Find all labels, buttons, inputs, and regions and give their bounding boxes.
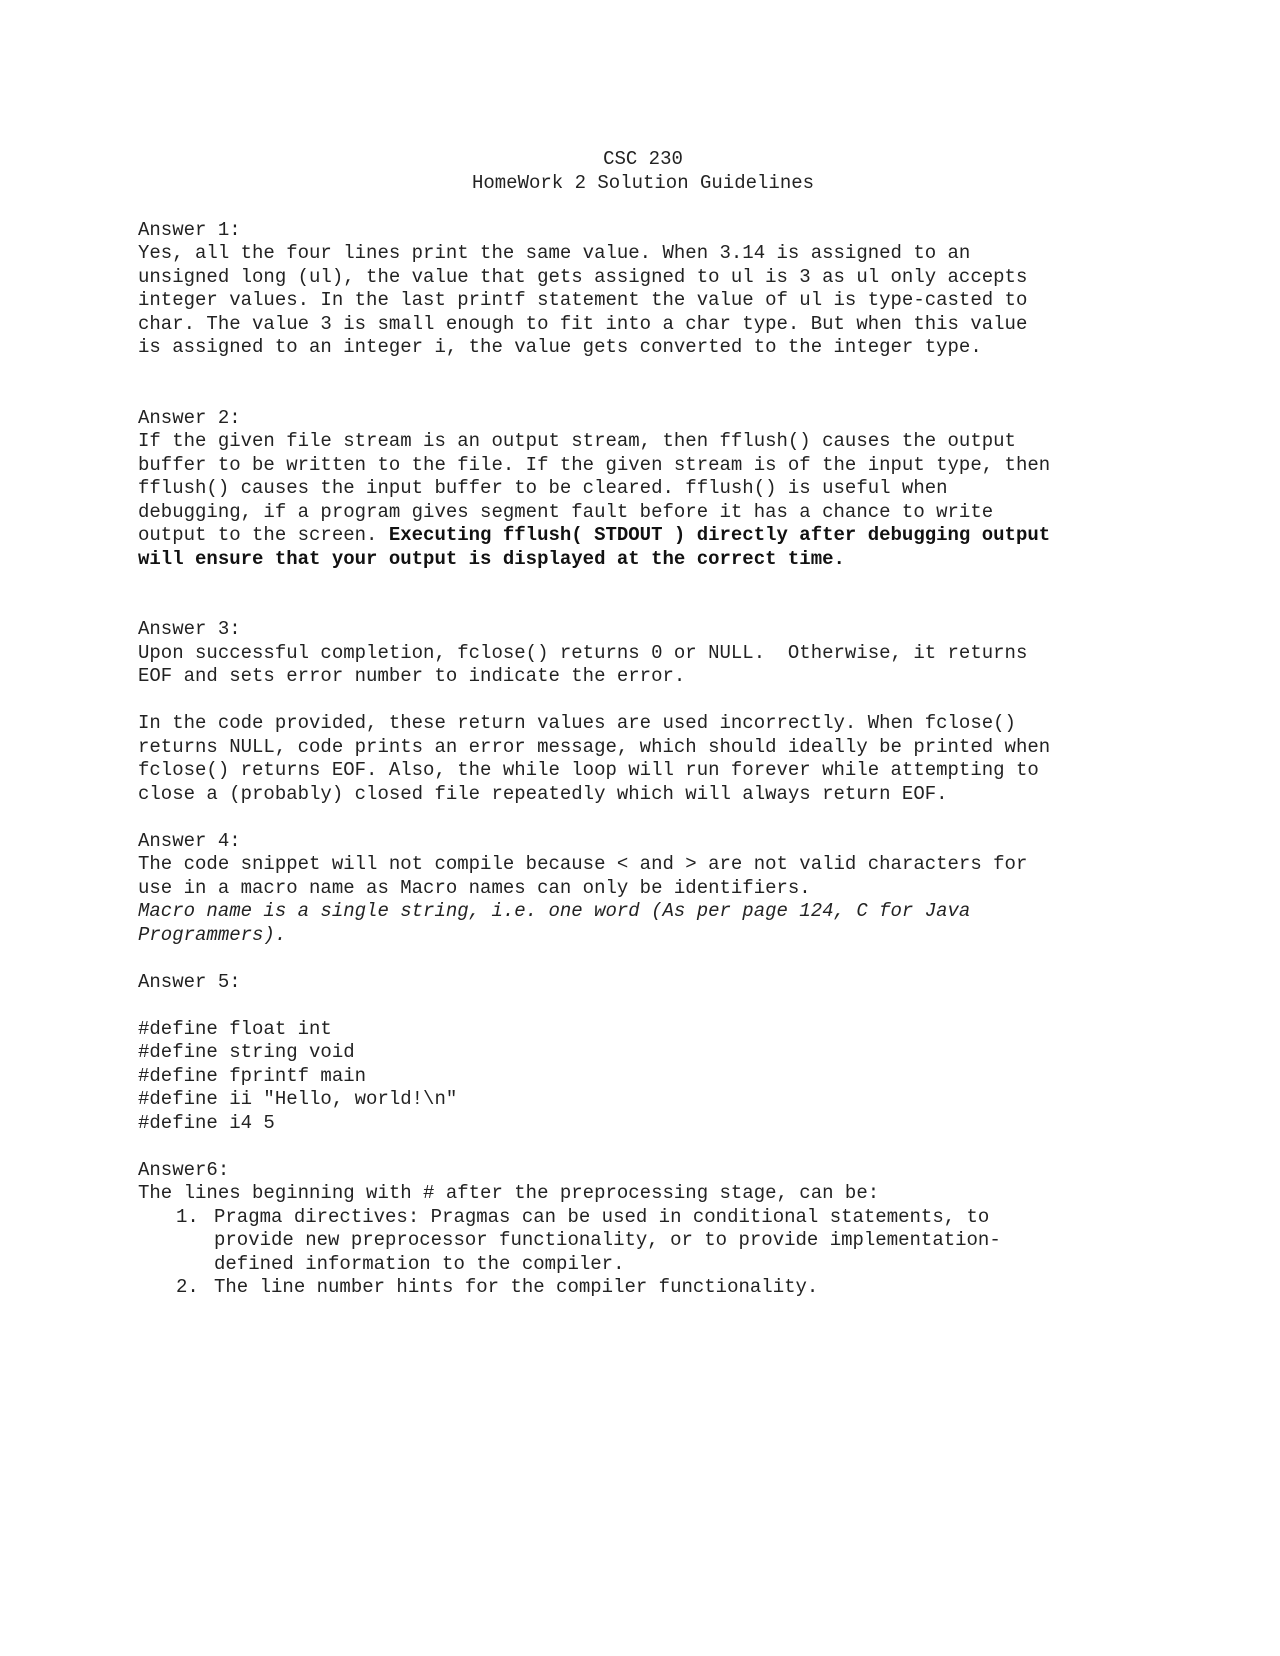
answer-3-section	[138, 618, 1148, 806]
answer-3-line: returns NULL, code prints an error message, which should ideally be printed when	[138, 735, 1051, 758]
list-item-number: 1.	[176, 1205, 199, 1228]
code-line: #define i4 5	[138, 1111, 275, 1134]
spacer	[138, 195, 1148, 219]
answer-3-line: Upon successful completion, fclose() returns 0 or NULL. Otherwise, it returns	[138, 641, 1028, 664]
list-item-number: 2.	[176, 1276, 199, 1298]
answer-2-line: buffer to be written to the file. If the given stream is of the input type, then	[138, 453, 1051, 476]
answer-2-label: Answer 2:	[138, 406, 241, 429]
answer-6-section	[138, 1159, 1148, 1300]
answer-6-intro: The lines beginning with # after the preprocessing stage, can be:	[138, 1182, 880, 1204]
document-body	[138, 148, 1148, 1300]
answer-3-line: fclose() returns EOF. Also, the while loop will run forever while attempting to	[138, 759, 1039, 781]
list-item-line: The line number hints for the compiler functionality.	[214, 1276, 819, 1298]
answer-4-italic-line: Programmers).	[138, 923, 287, 946]
answer-2-section	[138, 407, 1148, 572]
spacer	[138, 806, 1148, 830]
code-line: #define ii "Hello, world!\n"	[138, 1088, 458, 1110]
code-line: #define string void	[138, 1041, 355, 1063]
course-code: CSC 230	[603, 148, 683, 170]
spacer	[138, 994, 1148, 1018]
answer-2-bold-line: will ensure that your output is displayed at the correct time.	[138, 547, 845, 570]
answer-5-section	[138, 971, 1148, 1136]
answer-1-section	[138, 219, 1148, 360]
answer-1-line: is assigned to an integer i, the value gets converted to the integer type.	[138, 336, 982, 358]
answer-1-line: integer values. In the last printf statement the value of ul is type-casted to	[138, 289, 1028, 311]
answer-3-line: EOF and sets error number to indicate the error.	[138, 665, 686, 687]
list-item	[138, 1206, 1148, 1277]
answer-4-line: The code snippet will not compile because < and > are not valid characters for	[138, 853, 1028, 875]
list-item	[138, 1276, 1148, 1300]
answer-2-line: If the given file stream is an output stream, then fflush() causes the output	[138, 430, 1016, 452]
answer-4-section	[138, 830, 1148, 948]
answer-6-label: Answer6:	[138, 1158, 230, 1181]
answer-5-label: Answer 5:	[138, 970, 241, 993]
answer-2-bold-text: Executing fflush( STDOUT ) directly after debugging output	[388, 524, 1051, 546]
spacer	[138, 947, 1148, 971]
answer-1-line: char. The value 3 is small enough to fit into a char type. But when this value	[138, 312, 1028, 335]
document-title: HomeWork 2 Solution Guidelines	[471, 171, 815, 194]
answer-2-line-mixed	[138, 524, 1148, 548]
answer-3-line: close a (probably) closed file repeatedly which will always return EOF.	[138, 782, 948, 805]
code-line: #define fprintf main	[138, 1064, 367, 1087]
answer-3-line: In the code provided, these return values are used incorrectly. When fclose()	[138, 712, 1016, 734]
answer-2-line: debugging, if a program gives segment fault before it has a chance to write	[138, 500, 994, 523]
answer-6-list	[138, 1206, 1148, 1300]
answer-1-line: unsigned long (ul), the value that gets assigned to ul is 3 as ul only accepts	[138, 265, 1028, 288]
spacer	[138, 571, 1148, 618]
list-item-line: Pragma directives: Pragmas can be used in conditional statements, to	[214, 1205, 990, 1228]
spacer	[138, 360, 1148, 407]
answer-1-label: Answer 1:	[138, 218, 241, 241]
answer-2-plain-text: output to the screen.	[138, 524, 389, 546]
spacer	[138, 1135, 1148, 1159]
code-line: #define float int	[138, 1017, 332, 1040]
answer-4-label: Answer 4:	[138, 829, 241, 852]
document-header	[138, 148, 1148, 195]
answer-4-line: use in a macro name as Macro names can only be identifiers.	[138, 876, 811, 899]
list-item-line: provide new preprocessor functionality, or to provide implementation-	[214, 1229, 1001, 1251]
answer-4-italic-line: Macro name is a single string, i.e. one word (As per page 124, C for Java	[138, 900, 971, 922]
answer-2-line: fflush() causes the input buffer to be cleared. fflush() is useful when	[138, 477, 948, 499]
answer-1-line: Yes, all the four lines print the same value. When 3.14 is assigned to an	[138, 242, 971, 264]
answer-3-label: Answer 3:	[138, 618, 241, 640]
list-item-line: defined information to the compiler.	[214, 1252, 625, 1275]
spacer	[138, 689, 1148, 713]
